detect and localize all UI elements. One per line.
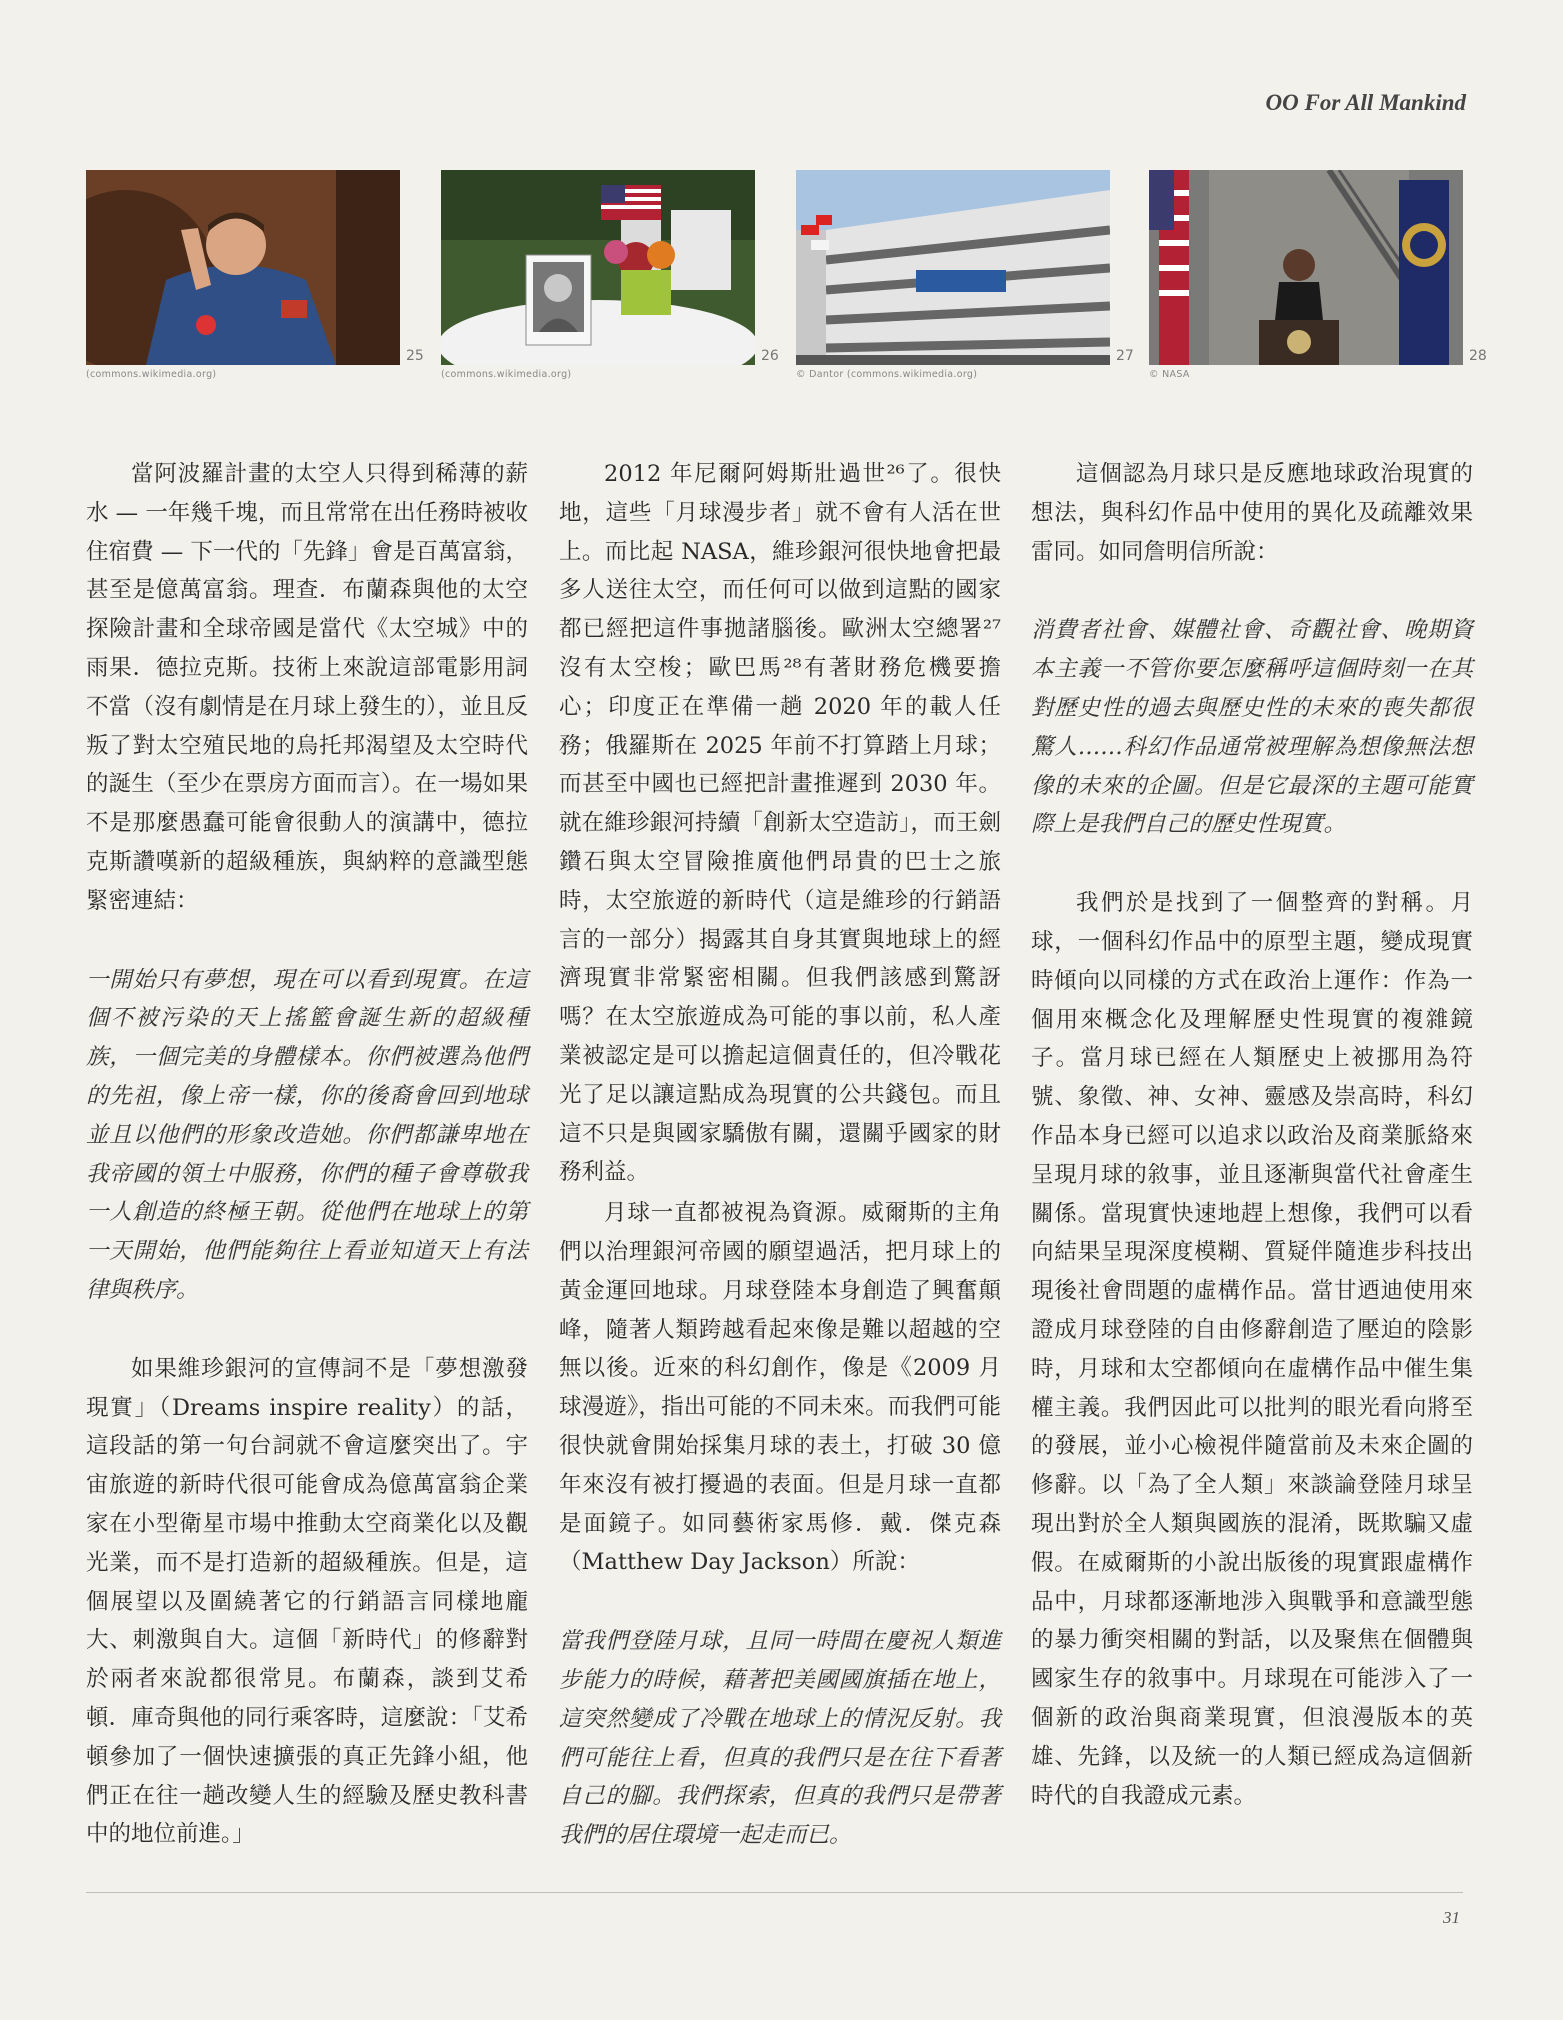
photo-credit-27: © Dantor (commons.wikimedia.org) xyxy=(796,369,978,380)
paragraph: 如果維珍銀河的宣傳詞不是「夢想激發現實」（Dreams inspire reality）的話，這段話的第一句台詞就不會這麼突出了。宇宙旅遊的新時代很可能會成為億萬富翁企業家在小型衛星市場中推動太空商業化以及觀光業，而不是打造新的超級種族。但是，這個展望以及圍繞著它的行銷語言同樣地龐大、刺激與自大。這個「新時代」的修辭對於兩者來說都很常見。布蘭森，談到艾希頓．庫奇與他的同行乘客時，這麼說：「艾希頓參加了一個快速擴張的真正先鋒小組，他們正在往一趟改變人生的經驗及歷史教科書中的地位前進。」 xyxy=(86,1355,528,1848)
photo-president-speech xyxy=(1149,170,1463,365)
page-number: 31 xyxy=(1443,1908,1460,1927)
photo-astronaut xyxy=(86,170,400,365)
text-column-middle xyxy=(559,455,1001,1855)
paragraph: 這個認為月球只是反應地球政治現實的想法，與科幻作品中使用的異化及疏離效果雷同。如同詹明信所說： xyxy=(1031,461,1473,565)
text-column-left xyxy=(86,455,528,1854)
photo-memorial xyxy=(441,170,755,365)
running-title: OO For All Mankind xyxy=(1265,90,1466,115)
photo-number-25: 25 xyxy=(406,348,424,364)
block-quote: 當我們登陸月球，且同一時間在慶祝人類進步能力的時候，藉著把美國國旗插在地上，這突然變成了冷戰在地球上的情況反射。我們可能往上看，但真的我們只是在往下看著自己的腳。我們探索，但真的我們只是帶著我們的居住環境一起走而已。 xyxy=(559,1628,1001,1849)
photo-credit-25: (commons.wikimedia.org) xyxy=(86,369,217,380)
paragraph: 當阿波羅計畫的太空人只得到稀薄的薪水 — 一年幾千塊，而且常常在出任務時被收住宿費 — 下一代的「先鋒」會是百萬富翁，甚至是億萬富翁。理查．布蘭森與他的太空探險計畫和全球帝國是當代《太空城》中的雨果．德拉克斯。技術上來說這部電影用詞不當（沒有劇情是在月球上發生的），並且反叛了對太空殖民地的烏托邦渴望及太空時代的誕生（至少在票房方面而言）。在一場如果不是那麼愚蠢可能會很動人的演講中，德拉克斯讚嘆新的超級種族，與納粹的意識型態緊密連結： xyxy=(86,461,528,914)
block-quote: 消費者社會、媒體社會、奇觀社會、晚期資本主義一不管你要怎麼稱呼這個時刻一在其對歷史性的過去與歷史性的未來的喪失都很驚人……科幻作品通常被理解為想像無法想像的未來的企圖。但是它最深的主題可能實際上是我們自己的歷史性現實。 xyxy=(1031,617,1473,838)
photo-esa-building xyxy=(796,170,1110,365)
footer-rule xyxy=(86,1892,1463,1893)
photo-number-27: 27 xyxy=(1116,348,1134,364)
photo-number-26: 26 xyxy=(761,348,779,364)
paragraph: 2012 年尼爾阿姆斯壯過世²⁶了。很快地，這些「月球漫步者」就不會有人活在世上。而比起 NASA，維珍銀河很快地會把最多人送往太空，而任何可以做到這點的國家都已經把這件事拋諸腦後。歐洲太空總署²⁷沒有太空梭；歐巴馬²⁸有著財務危機要擔心；印度正在準備一趟 2020 年的載人任務；俄羅斯在 2025 年前不打算踏上月球；而甚至中國也已經把計畫推遲到 2030 年。就在維珍銀河持續「創新太空造訪」，而王劍鑽石與太空冒險推廣他們昂貴的巴士之旅時，太空旅遊的新時代（這是維珍的行銷語言的一部分）揭露其自身其實與地球上的經濟現實非常緊密相關。但我們該感到驚訝嗎？在太空旅遊成為可能的事以前，私人產業被認定是可以擔起這個責任的，但冷戰花光了足以讓這點成為現實的公共錢包。而且這不只是與國家驕傲有關，還關乎國家的財務利益。 xyxy=(559,461,1001,1186)
paragraph: 我們於是找到了一個整齊的對稱。月球，一個科幻作品中的原型主題，變成現實時傾向以同樣的方式在政治上運作：作為一個用來概念化及理解歷史性現實的複雜鏡子。當月球已經在人類歷史上被挪用為符號、象徵、神、女神、靈感及崇高時，科幻作品本身已經可以追求以政治及商業脈絡來呈現月球的敘事，並且逐漸與當代社會產生關係。當現實快速地趕上想像，我們可以看向結果呈現深度模糊、質疑伴隨進步科技出現後社會問題的虛構作品。當甘迺迪使用來證成月球登陸的自由修辭創造了壓迫的陰影時，月球和太空都傾向在虛構作品中催生集權主義。我們因此可以批判的眼光看向將至的發展，並小心檢視伴隨當前及未來企圖的修辭。以「為了全人類」來談論登陸月球呈現出對於全人類與國族的混淆，既欺騙又虛假。在威爾斯的小說出版後的現實跟虛構作品中，月球都逐漸地涉入與戰爭和意識型態的暴力衝突相關的對話，以及聚焦在個體與國家生存的敘事中。月球現在可能涉入了一個新的政治與商業現實，但浪漫版本的英雄、先鋒，以及統一的人類已經成為這個新時代的自我證成元素。 xyxy=(1031,890,1473,1809)
paragraph: 月球一直都被視為資源。威爾斯的主角們以治理銀河帝國的願望過活，把月球上的黃金運回地球。月球登陸本身創造了興奮顛峰，隨著人類跨越看起來像是難以超越的空無以後。近來的科幻創作，像是《2009 月球漫遊》，指出可能的不同未來。而我們可能很快就會開始採集月球的表土，打破 30 億年來沒有被打擾過的表面。但是月球一直都是面鏡子。如同藝術家馬修．戴．傑克森（Matthew Day Jackson）所說： xyxy=(559,1200,1001,1576)
photo-credit-28: © NASA xyxy=(1149,369,1190,380)
block-quote: 一開始只有夢想，現在可以看到現實。在這個不被污染的天上搖籃會誕生新的超級種族，一個完美的身體樣本。你們被選為他們的先祖，像上帝一樣，你的後裔會回到地球並且以他們的形象改造她。你們都謙卑地在我帝國的領土中服務，你們的種子會尊敬我一人創造的終極王朝。從他們在地球上的第一天開始，他們能夠往上看並知道天上有法律與秩序。 xyxy=(86,966,528,1303)
photo-number-28: 28 xyxy=(1469,348,1487,364)
photo-credit-26: (commons.wikimedia.org) xyxy=(441,369,572,380)
text-column-right xyxy=(1031,455,1473,1815)
